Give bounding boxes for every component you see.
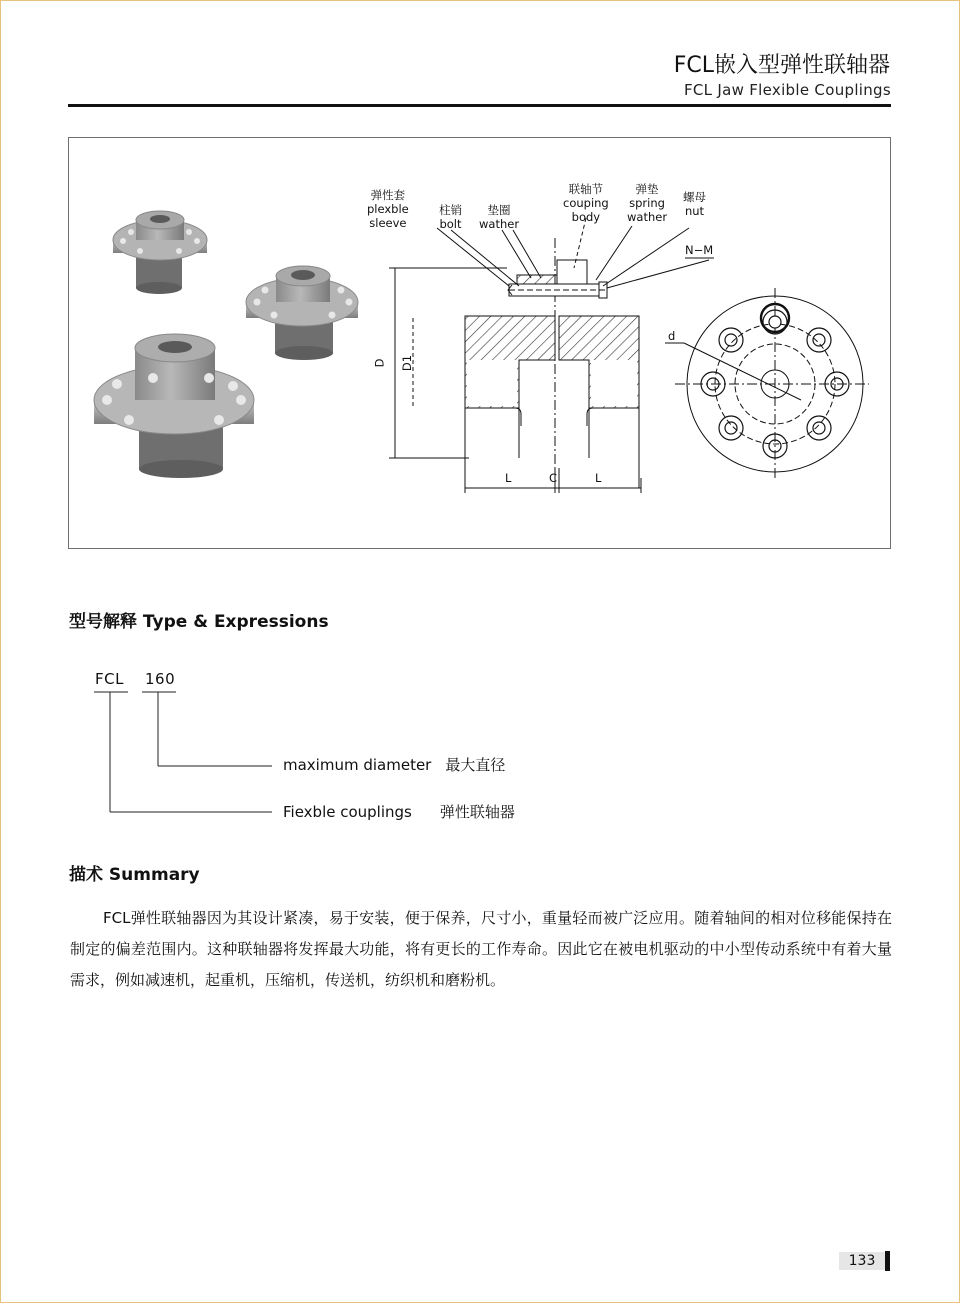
page-number-bar xyxy=(885,1251,890,1271)
label-C: C xyxy=(549,471,558,485)
flexible-couplings-cn: 弹性联轴器 xyxy=(439,803,515,821)
label-wather: 垫圈 wather xyxy=(479,203,520,231)
label-L-left: L xyxy=(505,471,512,485)
label-bolt: 柱销 bolt xyxy=(439,203,462,231)
header-title-en: FCL Jaw Flexible Couplings xyxy=(683,81,891,99)
tree-line-maximum-diameter xyxy=(283,756,505,774)
code-prefix: FCL xyxy=(95,670,124,688)
coupling-photo-medium xyxy=(246,266,358,360)
label-nm: N−M xyxy=(685,243,714,257)
label-D: D xyxy=(372,358,387,368)
flexible-couplings-en: Fiexble couplings xyxy=(283,803,412,821)
coupling-photo-large xyxy=(94,334,254,478)
tree-line-flexible-couplings xyxy=(283,803,515,821)
label-spring-wather: 弹垫 spring wather xyxy=(627,182,668,224)
summary-section-title: 描术 Summary xyxy=(69,865,200,885)
label-couping-body: 联轴节 couping body xyxy=(563,182,609,224)
flange-front-view xyxy=(665,288,869,478)
figure-svg xyxy=(69,138,890,548)
product-figure xyxy=(68,137,891,549)
coupling-photo-small xyxy=(113,211,207,294)
section-drawing xyxy=(389,218,714,493)
max-diameter-en: maximum diameter xyxy=(283,756,432,774)
page-number: 133 xyxy=(848,1253,876,1269)
code-size: 160 xyxy=(145,670,176,688)
label-plexble-sleeve: 弹性套 plexble sleeve xyxy=(367,188,409,230)
type-section-title: 型号解释 Type & Expressions xyxy=(69,612,329,632)
label-L-right: L xyxy=(595,471,602,485)
summary-paragraph: FCL弹性联轴器因为其设计紧凑，易于安装，便于保养，尺寸小，重量轻而被广泛应用。随着轴间的相对位移能保持在制定的偏差范围内。这种联轴器将发挥最大功能，将有更长的工作寿命。因此它在被电机驱动的中小型传动系统中有着大量需求，例如减速机，起重机，压缩机，传送机，纺织机和磨粉机。 xyxy=(70,909,892,989)
label-nut: 螺母 nut xyxy=(683,190,706,218)
header-title-cn: FCL嵌入型弹性联轴器 xyxy=(673,53,890,78)
header-rule xyxy=(68,104,891,107)
label-d: d xyxy=(668,329,676,343)
label-D1: D1 xyxy=(400,354,415,372)
max-diameter-cn: 最大直径 xyxy=(445,756,506,774)
